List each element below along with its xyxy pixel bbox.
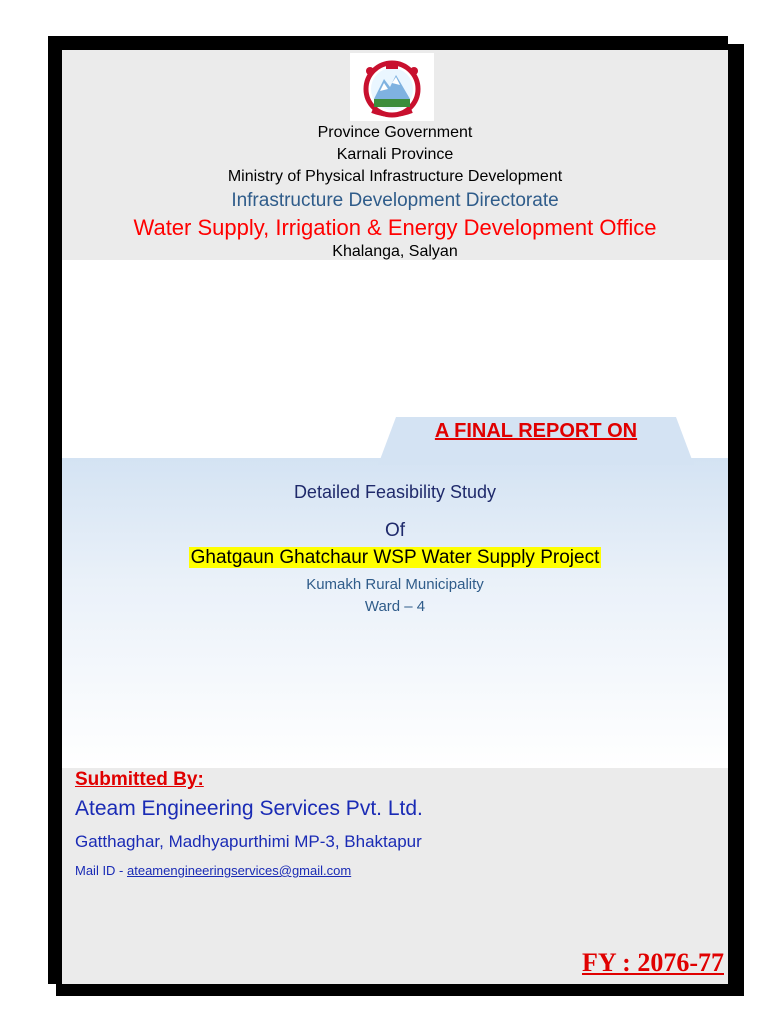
mail-line xyxy=(75,863,351,878)
submitted-by-label: Submitted By: xyxy=(75,769,204,790)
office-location: Khalanga, Salyan xyxy=(332,243,458,260)
ward-number: Ward – 4 xyxy=(364,598,426,615)
company-address: Gatthaghar, Madhyapurthimi MP-3, Bhaktapur xyxy=(75,832,422,851)
municipality-name: Kumakh Rural Municipality xyxy=(306,576,484,593)
report-tab-label: A FINAL REPORT ON xyxy=(434,420,638,442)
nepal-emblem-icon xyxy=(350,53,434,121)
province-government: Province Government xyxy=(317,124,473,141)
project-title-text: Ghatgaun Ghatchaur WSP Water Supply Project xyxy=(190,547,600,568)
fiscal-year: FY : 2076-77 xyxy=(581,948,724,977)
cover-page xyxy=(48,36,728,984)
province-name: Karnali Province xyxy=(336,146,454,163)
mail-prefix: Mail ID - xyxy=(75,863,127,878)
company-name: Ateam Engineering Services Pvt. Ltd. xyxy=(75,797,423,820)
study-of: Of xyxy=(384,520,406,541)
cover-inner xyxy=(62,50,728,984)
email-link[interactable]: ateamengineeringservices@gmail.com xyxy=(127,863,352,878)
office-name: Water Supply, Irrigation & Energy Development Office xyxy=(133,215,657,240)
project-title xyxy=(62,547,728,569)
ministry-name: Ministry of Physical Infrastructure Development xyxy=(227,168,563,185)
directorate-name: Infrastructure Development Directorate xyxy=(231,190,559,211)
study-title: Detailed Feasibility Study xyxy=(293,482,497,502)
